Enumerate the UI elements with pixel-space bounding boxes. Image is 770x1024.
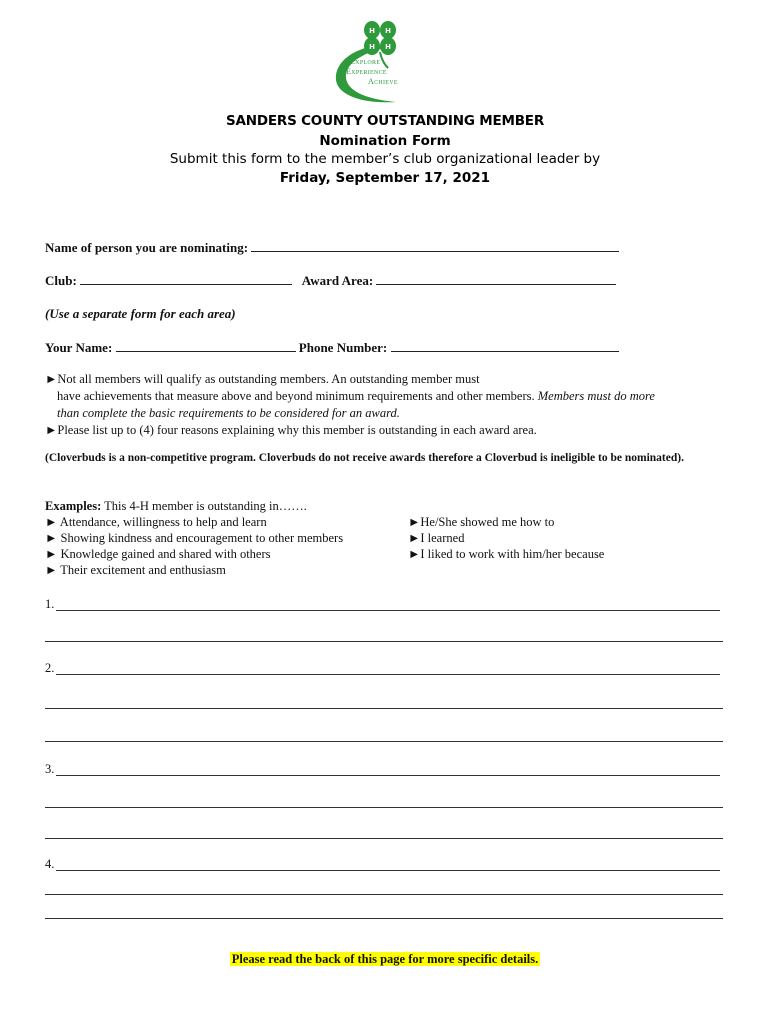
svg-text:H: H [369, 27, 375, 35]
nominee-label: Name of person you are nominating: [45, 240, 249, 255]
examples-right-column [408, 514, 604, 562]
answer-number-3: 3. [45, 762, 55, 776]
answer-line[interactable] [45, 707, 723, 709]
your-name-field[interactable] [116, 341, 296, 352]
logo-tagline [342, 57, 412, 87]
example-item: ►He/She showed me how to [408, 515, 555, 529]
example-item: ► Knowledge gained and shared with others [45, 547, 271, 561]
answer-line[interactable] [45, 740, 723, 742]
your-name-label: Your Name: [45, 340, 113, 355]
club-award-row [45, 273, 616, 289]
examples-left-column [45, 498, 343, 578]
nominee-row [45, 240, 619, 256]
answer-number-2: 2. [45, 661, 55, 675]
example-item: ► Attendance, willingness to help and learn [45, 515, 267, 529]
qualify-text: Not all members will qualify as outstanding members. An outstanding member must [57, 372, 480, 386]
example-item: ►I liked to work with him/her because [408, 547, 605, 561]
svg-text:H: H [385, 27, 391, 35]
answer-line[interactable] [56, 609, 720, 611]
achievements-text: have achievements that measure above and beyond minimum requirements and other members. [57, 389, 538, 403]
award-area-field[interactable] [376, 274, 616, 285]
answer-number-4: 4. [45, 857, 55, 871]
page-title: SANDERS COUNTY OUTSTANDING MEMBER [225, 113, 545, 129]
footer-note: Please read the back of this page for more specific details. [231, 952, 539, 966]
answer-line[interactable] [45, 917, 723, 919]
list-reasons-text: Please list up to (4) four reasons explaining why this member is outstanding in each award area. [57, 423, 537, 437]
separate-form-note: (Use a separate form for each area) [45, 306, 236, 321]
arrow-icon: ► [45, 423, 58, 437]
answer-line[interactable] [56, 673, 720, 675]
example-item: ► Showing kindness and encouragement to other members [45, 531, 344, 545]
nominee-field[interactable] [251, 241, 619, 252]
answer-line[interactable] [45, 837, 723, 839]
form-subtitle: Nomination Form [319, 133, 451, 149]
club-field[interactable] [80, 274, 292, 285]
award-area-label: Award Area: [301, 273, 374, 288]
submit-instruction: Submit this form to the member’s club organizational leader by [169, 151, 601, 167]
answer-line[interactable] [45, 893, 723, 895]
examples-intro: This 4-H member is outstanding in……. [101, 499, 307, 513]
phone-field[interactable] [391, 341, 619, 352]
svg-text:H: H [369, 43, 375, 51]
must-do-more-text: Members must do more [537, 389, 655, 403]
answer-number-1: 1. [45, 597, 55, 611]
instructions-block [45, 371, 735, 439]
example-item: ►I learned [408, 531, 465, 545]
cloverbud-note: (Cloverbuds is a non-competitive program. Cloverbuds do not receive awards therefore a Cloverbud is ineligible to be nominated). [45, 452, 684, 464]
logo-word-achieve: Achieve [368, 77, 398, 86]
arrow-icon: ► [45, 372, 58, 386]
answer-line[interactable] [45, 806, 723, 808]
phone-label: Phone Number: [298, 340, 388, 355]
answer-line[interactable] [56, 869, 720, 871]
footer-note-wrap [0, 950, 770, 968]
basic-requirements-text: than complete the basic requirements to be considered for an award. [57, 406, 400, 420]
logo-word-explore: Explore [350, 57, 381, 66]
answer-line[interactable] [56, 774, 720, 776]
club-label: Club: [45, 273, 77, 288]
svg-text:H: H [385, 43, 391, 51]
examples-label: Examples: [45, 499, 102, 513]
your-name-phone-row [45, 340, 619, 356]
answer-line[interactable] [45, 640, 723, 642]
logo-word-experience: Experience [346, 67, 387, 76]
example-item: ► Their excitement and enthusiasm [45, 563, 226, 577]
deadline-date: Friday, September 17, 2021 [279, 170, 491, 186]
